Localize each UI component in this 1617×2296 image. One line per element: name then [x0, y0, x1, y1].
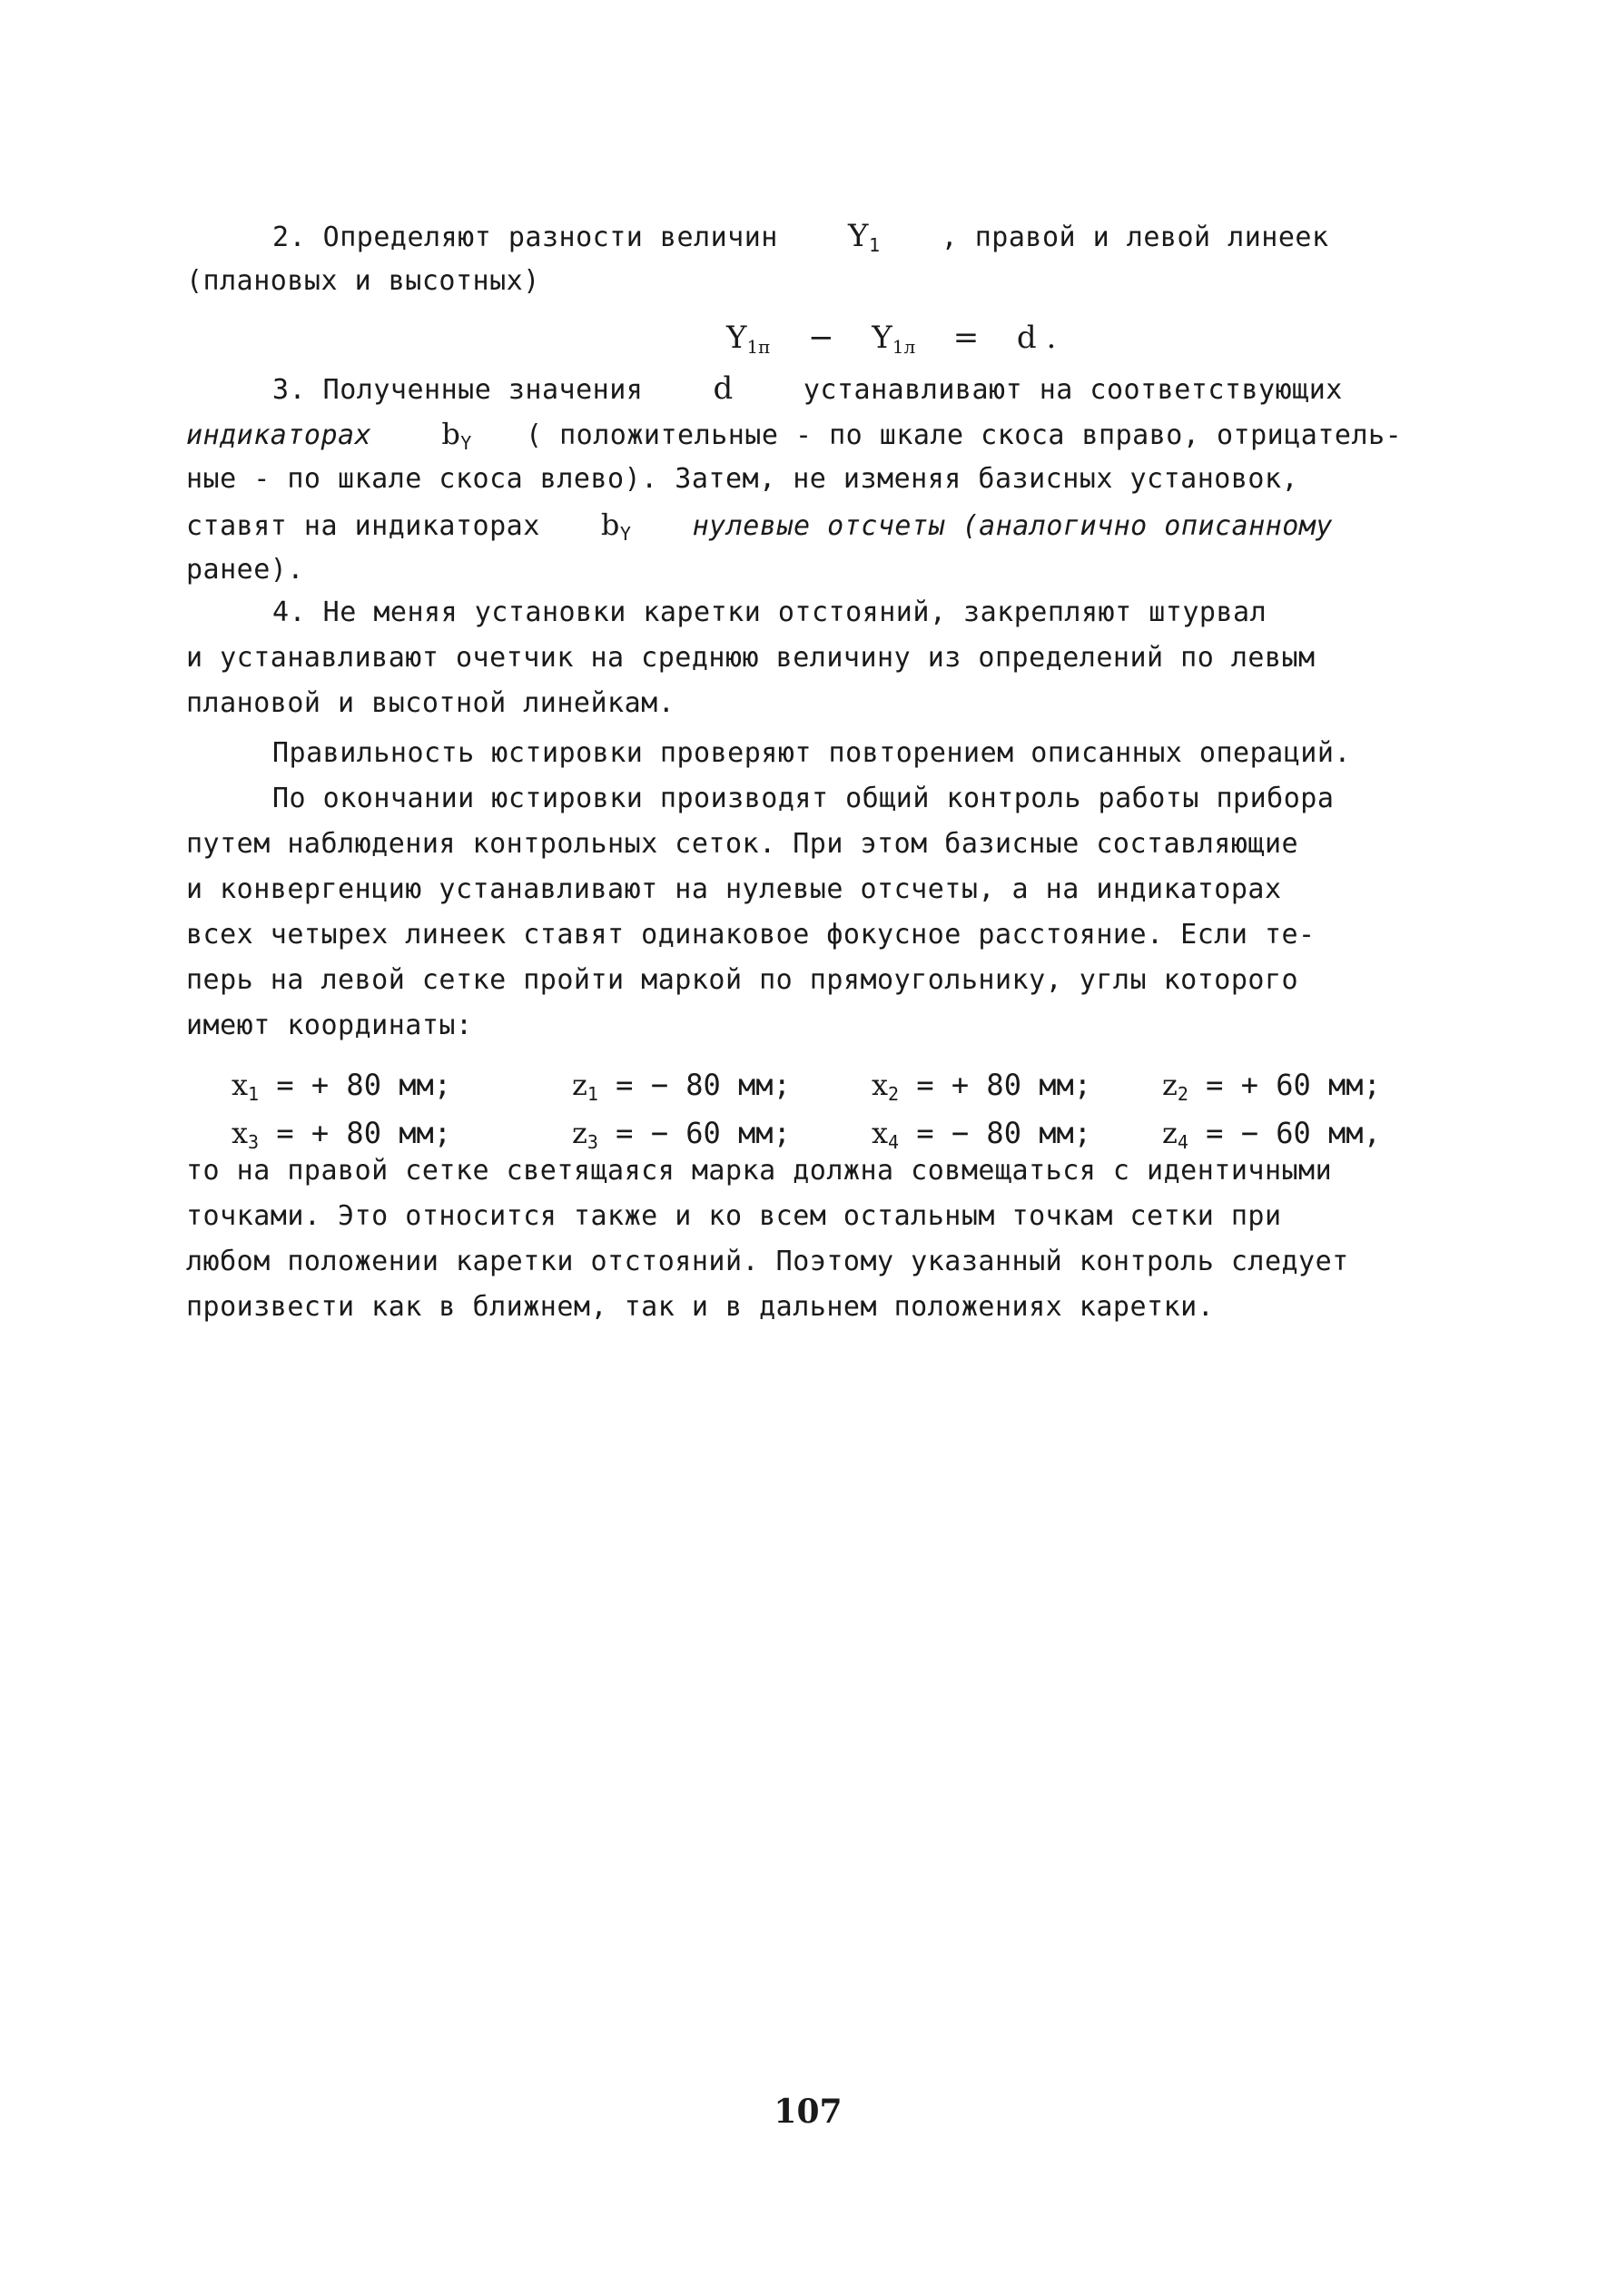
paragraph-3-line-2 [186, 416, 1402, 461]
text-fragment: 3. Полученные значения [272, 374, 644, 406]
variable-y: Y [847, 218, 869, 254]
variable-subscript: Y [460, 432, 472, 454]
paragraph-6-line-2: путем наблюдения контрольных сеток. При этом базисные составляющие [186, 828, 1299, 860]
paragraph-7-line-3: любом положении каретки отстояний. Поэтому указанный контроль следует [186, 1246, 1349, 1277]
formula-subscript: 1п [746, 336, 771, 358]
coordinate-variable: x [872, 1116, 889, 1150]
text-fragment: 2. Определяют разности величин [272, 222, 778, 253]
paragraph-6-line-5: перь на левой сетке пройти маркой по прямоугольнику, углы которого [186, 964, 1299, 996]
coordinate-value: = + 60 мм; [1206, 1068, 1381, 1102]
paragraph-2-line-2: (плановых и высотных) [186, 265, 540, 297]
coordinate-subscript: 3 [587, 1131, 598, 1153]
variable-by: b [441, 417, 461, 451]
coordinate-value: = − 60 мм, [1206, 1116, 1381, 1150]
coordinate-z1 [572, 1067, 791, 1112]
page-number: 107 [774, 2093, 843, 2131]
coordinate-value: = + 80 мм; [916, 1068, 1092, 1102]
coordinate-subscript: 1 [587, 1083, 598, 1105]
text-fragment: устанавливают на соответствующих [803, 374, 1343, 406]
coordinate-subscript: 4 [1177, 1131, 1188, 1153]
paragraph-4-line-2: и устанавливают очетчик на среднюю величину из определений по левым [186, 642, 1316, 674]
coordinate-value: = − 80 мм; [616, 1068, 791, 1102]
text-fragment: ставят на индикаторах [186, 510, 540, 542]
paragraph-7-line-1: то на правой сетке светящаяся марка должна совмещаться с идентичными [186, 1155, 1333, 1187]
paragraph-5-line-1: Правильность юстировки проверяют повторением описанных операций. [272, 737, 1351, 769]
coordinate-subscript: 3 [248, 1131, 260, 1153]
formula-subscript: 1л [892, 336, 916, 358]
coordinate-variable: z [1162, 1068, 1178, 1102]
formula-term: Y [872, 320, 892, 356]
text-fragment: нулевые отсчеты (аналогично описанному [692, 510, 1333, 542]
coordinate-variable: x [872, 1068, 889, 1102]
paragraph-7-line-4: произвести как в ближнем, так и в дальнем положениях каретки. [186, 1291, 1215, 1323]
paragraph-2-line-1 [272, 218, 1329, 263]
paragraph-6-line-4: всех четырех линеек ставят одинаковое фокусное расстояние. Если те- [186, 919, 1316, 951]
coordinate-variable: z [572, 1116, 587, 1150]
formula-result: d . [1016, 320, 1057, 356]
coordinate-x1 [232, 1067, 451, 1112]
coordinate-subscript: 1 [248, 1083, 260, 1105]
paragraph-3-line-4 [186, 507, 1333, 552]
coordinate-value: = − 60 мм; [616, 1116, 791, 1150]
text-fragment: ( положительные - по шкале скоса вправо, отрицатель- [525, 419, 1403, 451]
paragraph-4-line-3: плановой и высотной линейкам. [186, 687, 675, 719]
formula-operator: − [808, 320, 834, 356]
variable-subscript: 1 [868, 234, 881, 256]
formula-term: Y [726, 320, 747, 356]
coordinate-subscript: 4 [888, 1131, 900, 1153]
coordinate-variable: x [232, 1116, 249, 1150]
coordinate-value: = + 80 мм; [276, 1116, 452, 1150]
formula-operator: = [952, 320, 980, 356]
paragraph-6-line-6: имеют координаты: [186, 1010, 473, 1041]
text-fragment: , правой и левой линеек [941, 222, 1329, 253]
coordinate-variable: z [1162, 1116, 1178, 1150]
coordinate-variable: x [232, 1068, 249, 1102]
variable-by: b [600, 507, 620, 542]
paragraph-6-line-1: По окончании юстировки производят общий контроль работы прибора [272, 783, 1335, 814]
coordinate-x2 [872, 1067, 1091, 1112]
text-fragment: индикаторах [186, 419, 372, 451]
variable-subscript: Y [619, 523, 632, 545]
coordinate-subscript: 2 [888, 1083, 900, 1105]
coordinate-subscript: 2 [1177, 1083, 1188, 1105]
paragraph-7-line-2: точками. Это относится также и ко всем остальным точкам сетки при [186, 1200, 1282, 1232]
paragraph-4-line-1: 4. Не меняя установки каретки отстояний, закрепляют штурвал [272, 596, 1267, 628]
paragraph-6-line-3: и конвергенцию устанавливают на нулевые отсчеты, а на индикаторах [186, 873, 1282, 905]
coordinate-variable: z [572, 1068, 587, 1102]
coordinate-z2 [1162, 1067, 1381, 1112]
coordinate-value: = − 80 мм; [916, 1116, 1092, 1150]
paragraph-3-line-5: ранее). [186, 554, 304, 586]
paragraph-3-line-3: ные - по шкале скоса влево). Затем, не изменяя базисных установок, [186, 463, 1299, 495]
coordinate-value: = + 80 мм; [276, 1068, 452, 1102]
paragraph-3-line-1 [272, 370, 1343, 409]
variable-d: d [713, 370, 734, 407]
formula-difference [726, 318, 1056, 367]
